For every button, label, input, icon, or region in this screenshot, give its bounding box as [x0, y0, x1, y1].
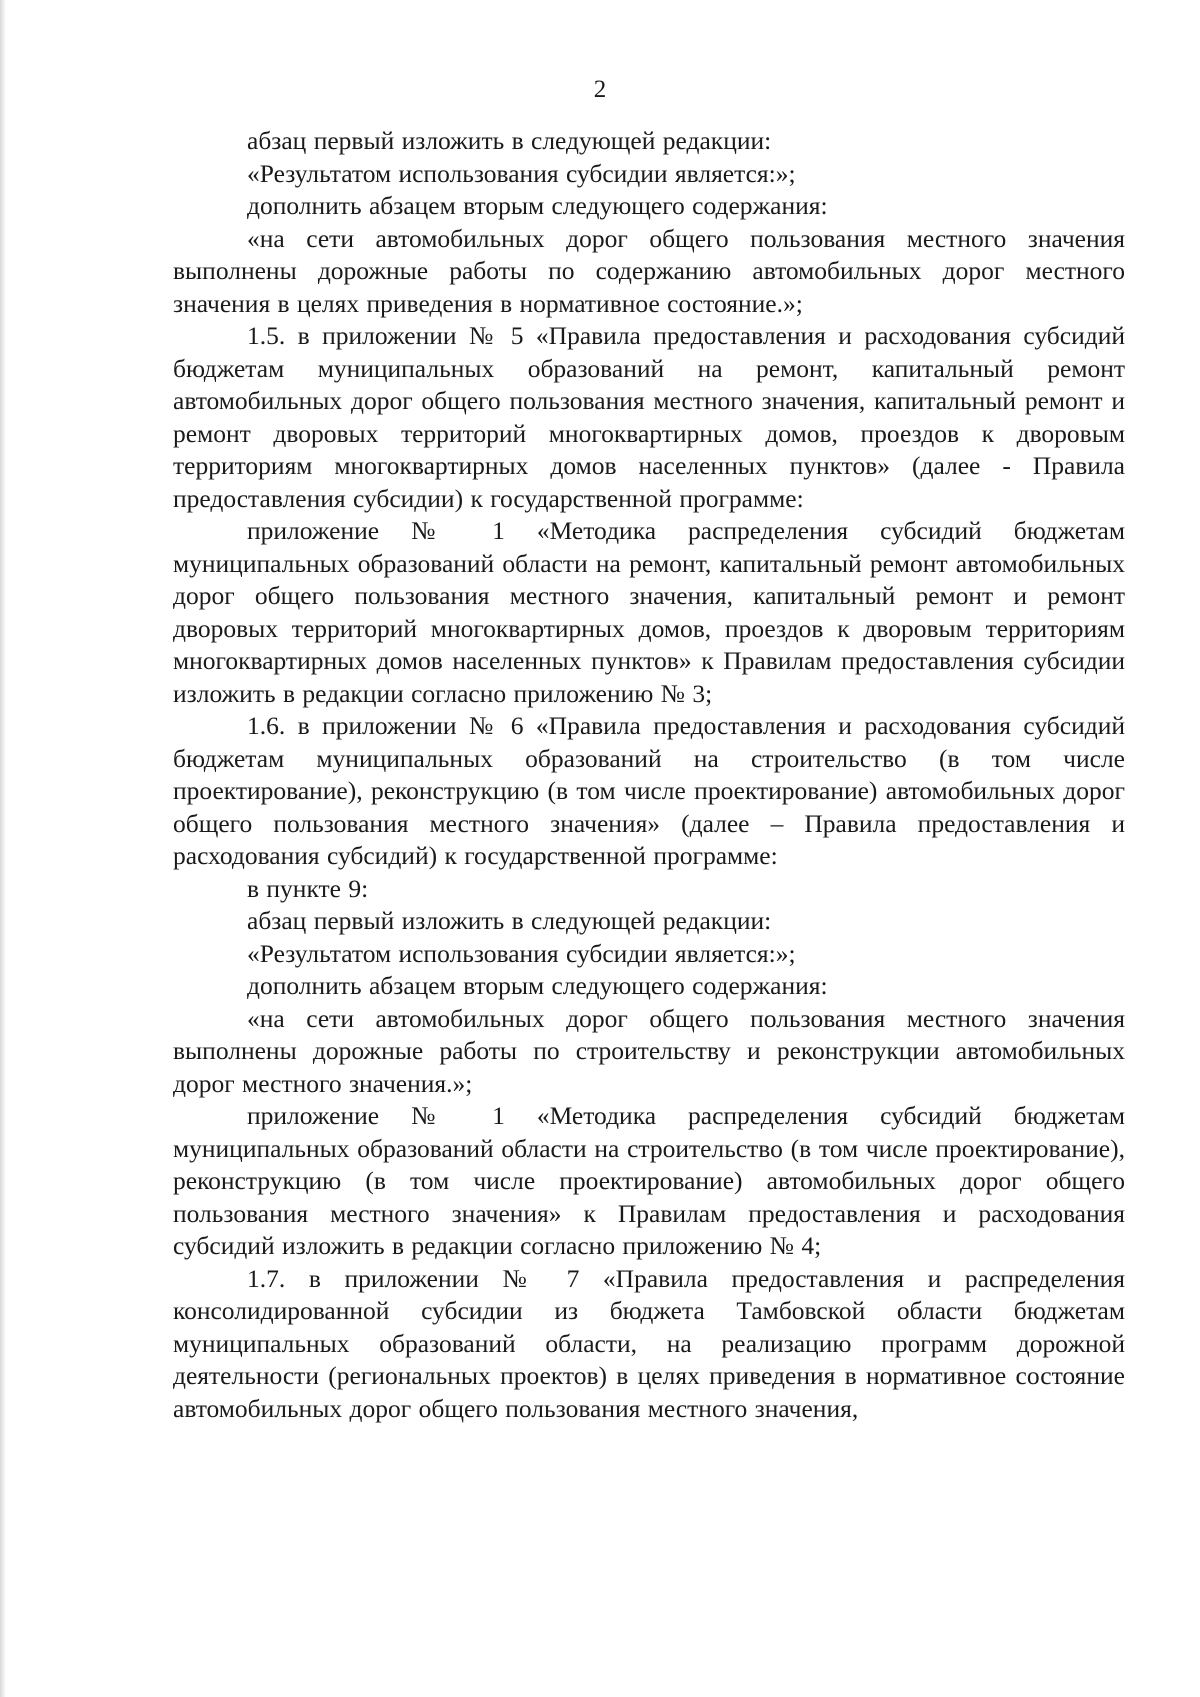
paragraph: дополнить абзацем вторым следующего содержания:: [247, 191, 828, 220]
paragraph: приложение № 1 «Методика распределения субсидий бюджетам муниципальных образований области на ремонт, капитальный ремонт автомобильных дорог общего пользования местного значения, капитальный ремонт и ремонт дворовых территорий многоквартирных домов, проездов к дворовым территориям многоквартирных домов населенных пунктов» к Правилам предоставления субсидии изложить в редакции согласно приложению № 3;: [173, 516, 1125, 708]
paragraph: приложение № 1 «Методика распределения субсидий бюджетам муниципальных образований области на строительство (в том числе проектирование), реконструкцию (в том числе проектирование) автомобильных дорог общего пользования местного значения» к Правилам предоставления и расходования субсидий изложить в редакции согласно приложению № 4;: [173, 1101, 1125, 1260]
document-body: [173, 125, 1125, 1425]
paragraph: «на сети автомобильных дорог общего пользования местного значения выполнены дорожные работы по содержанию автомобильных дорог местного значения в целях приведения в нормативное состояние.»;: [173, 223, 1125, 318]
paragraph: в пункте 9:: [247, 873, 369, 903]
paragraph: абзац первый изложить в следующей редакции:: [247, 906, 772, 935]
page-number: 2: [593, 76, 607, 103]
paragraph: абзац первый изложить в следующей редакции:: [247, 126, 772, 155]
paragraph: 1.6. в приложении № 6 «Правила предоставления и расходования субсидий бюджетам муниципальных образований на строительство (в том числе проектирование), реконструкцию (в том числе проектирование) автомобильных дорог общего пользования местного значения» (далее – Правила предоставления и расходования субсидий) к государственной программе:: [173, 711, 1125, 870]
paragraph: 1.7. в приложении № 7 «Правила предоставления и распределения консолидированной субсидии из бюджета Тамбовской области бюджетам муниципальных образований области, на реализацию программ дорожной деятельности (региональных проектов) в целях приведения в нормативное состояние автомобильных дорог общего пользования местного значения,: [173, 1263, 1125, 1423]
paragraph: «Результатом использования субсидии является:»;: [247, 158, 796, 188]
paragraph: дополнить абзацем вторым следующего содержания:: [247, 971, 828, 1000]
paragraph: 1.5. в приложении № 5 «Правила предоставления и расходования субсидий бюджетам муниципальных образований на ремонт, капитальный ремонт автомобильных дорог общего пользования местного значения, капитальный ремонт и ремонт дворовых территорий многоквартирных домов, проездов к дворовым территориям многоквартирных домов населенных пунктов» (далее - Правила предоставления субсидии) к государственной программе:: [173, 321, 1125, 513]
paragraph: «Результатом использования субсидии является:»;: [247, 938, 796, 968]
paragraph: «на сети автомобильных дорог общего пользования местного значения выполнены дорожные работы по строительству и реконструкции автомобильных дорог местного значения.»;: [173, 1003, 1125, 1098]
scan-edge: [0, 0, 6, 1697]
